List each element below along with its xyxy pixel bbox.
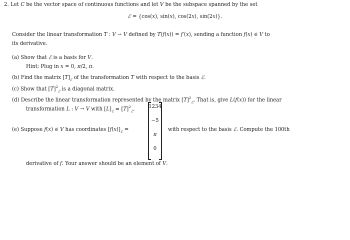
part-e-cont: with respect to the basis ℰ. Compute the 100th [168,127,290,133]
part-d-cont: transformation L : V → V with $[L]_ℰ = [T]^2_ℰ$. [26,105,135,114]
vector-entry: 0 [153,146,157,152]
transform-definition: Consider the linear transformation T : V → V defined by T(f(x)) = f′(x), sending a function f(x) ∈ V to [12,32,270,38]
part-d: (d) Describe the linear transformation represented by the matrix $[T]^2_ℰ$. That is, give L(f(x)) for the linear [12,96,282,105]
part-e: (e) Suppose f(x) ∈ V has coordinates $[f(x)]_ℰ$ = [12,127,129,135]
problem-number: 2. [4,2,9,8]
vector-entry: −5 [151,118,159,124]
part-b: (b) Find the matrix $[T]_ℰ$ of the transformation T with respect to the basis ℰ. [12,75,206,83]
part-a: (a) Show that ℰ is a basis for V. [12,55,93,61]
part-e-end: derivative of f. Your answer should be an element of V. [26,161,168,167]
transform-definition-cont: its derivative. [12,41,48,47]
vector-entry: π [153,132,157,138]
part-a-hint: Hint: Plug in x = 0, π/2, π. [26,64,94,70]
part-c: (c) Show that $[T]^2_ℰ$ is a diagonal matrix. [12,85,115,94]
basis-display: ℰ = {cos(x), sin(x), cos(2x), sin(2x)}. [127,14,223,20]
problem-intro: 2. Let C be the vector space of continuous functions and let V be the subspace spanned by the set [4,2,258,8]
coordinate-vector [148,102,162,158]
vector-entry: 1234 [148,104,162,110]
